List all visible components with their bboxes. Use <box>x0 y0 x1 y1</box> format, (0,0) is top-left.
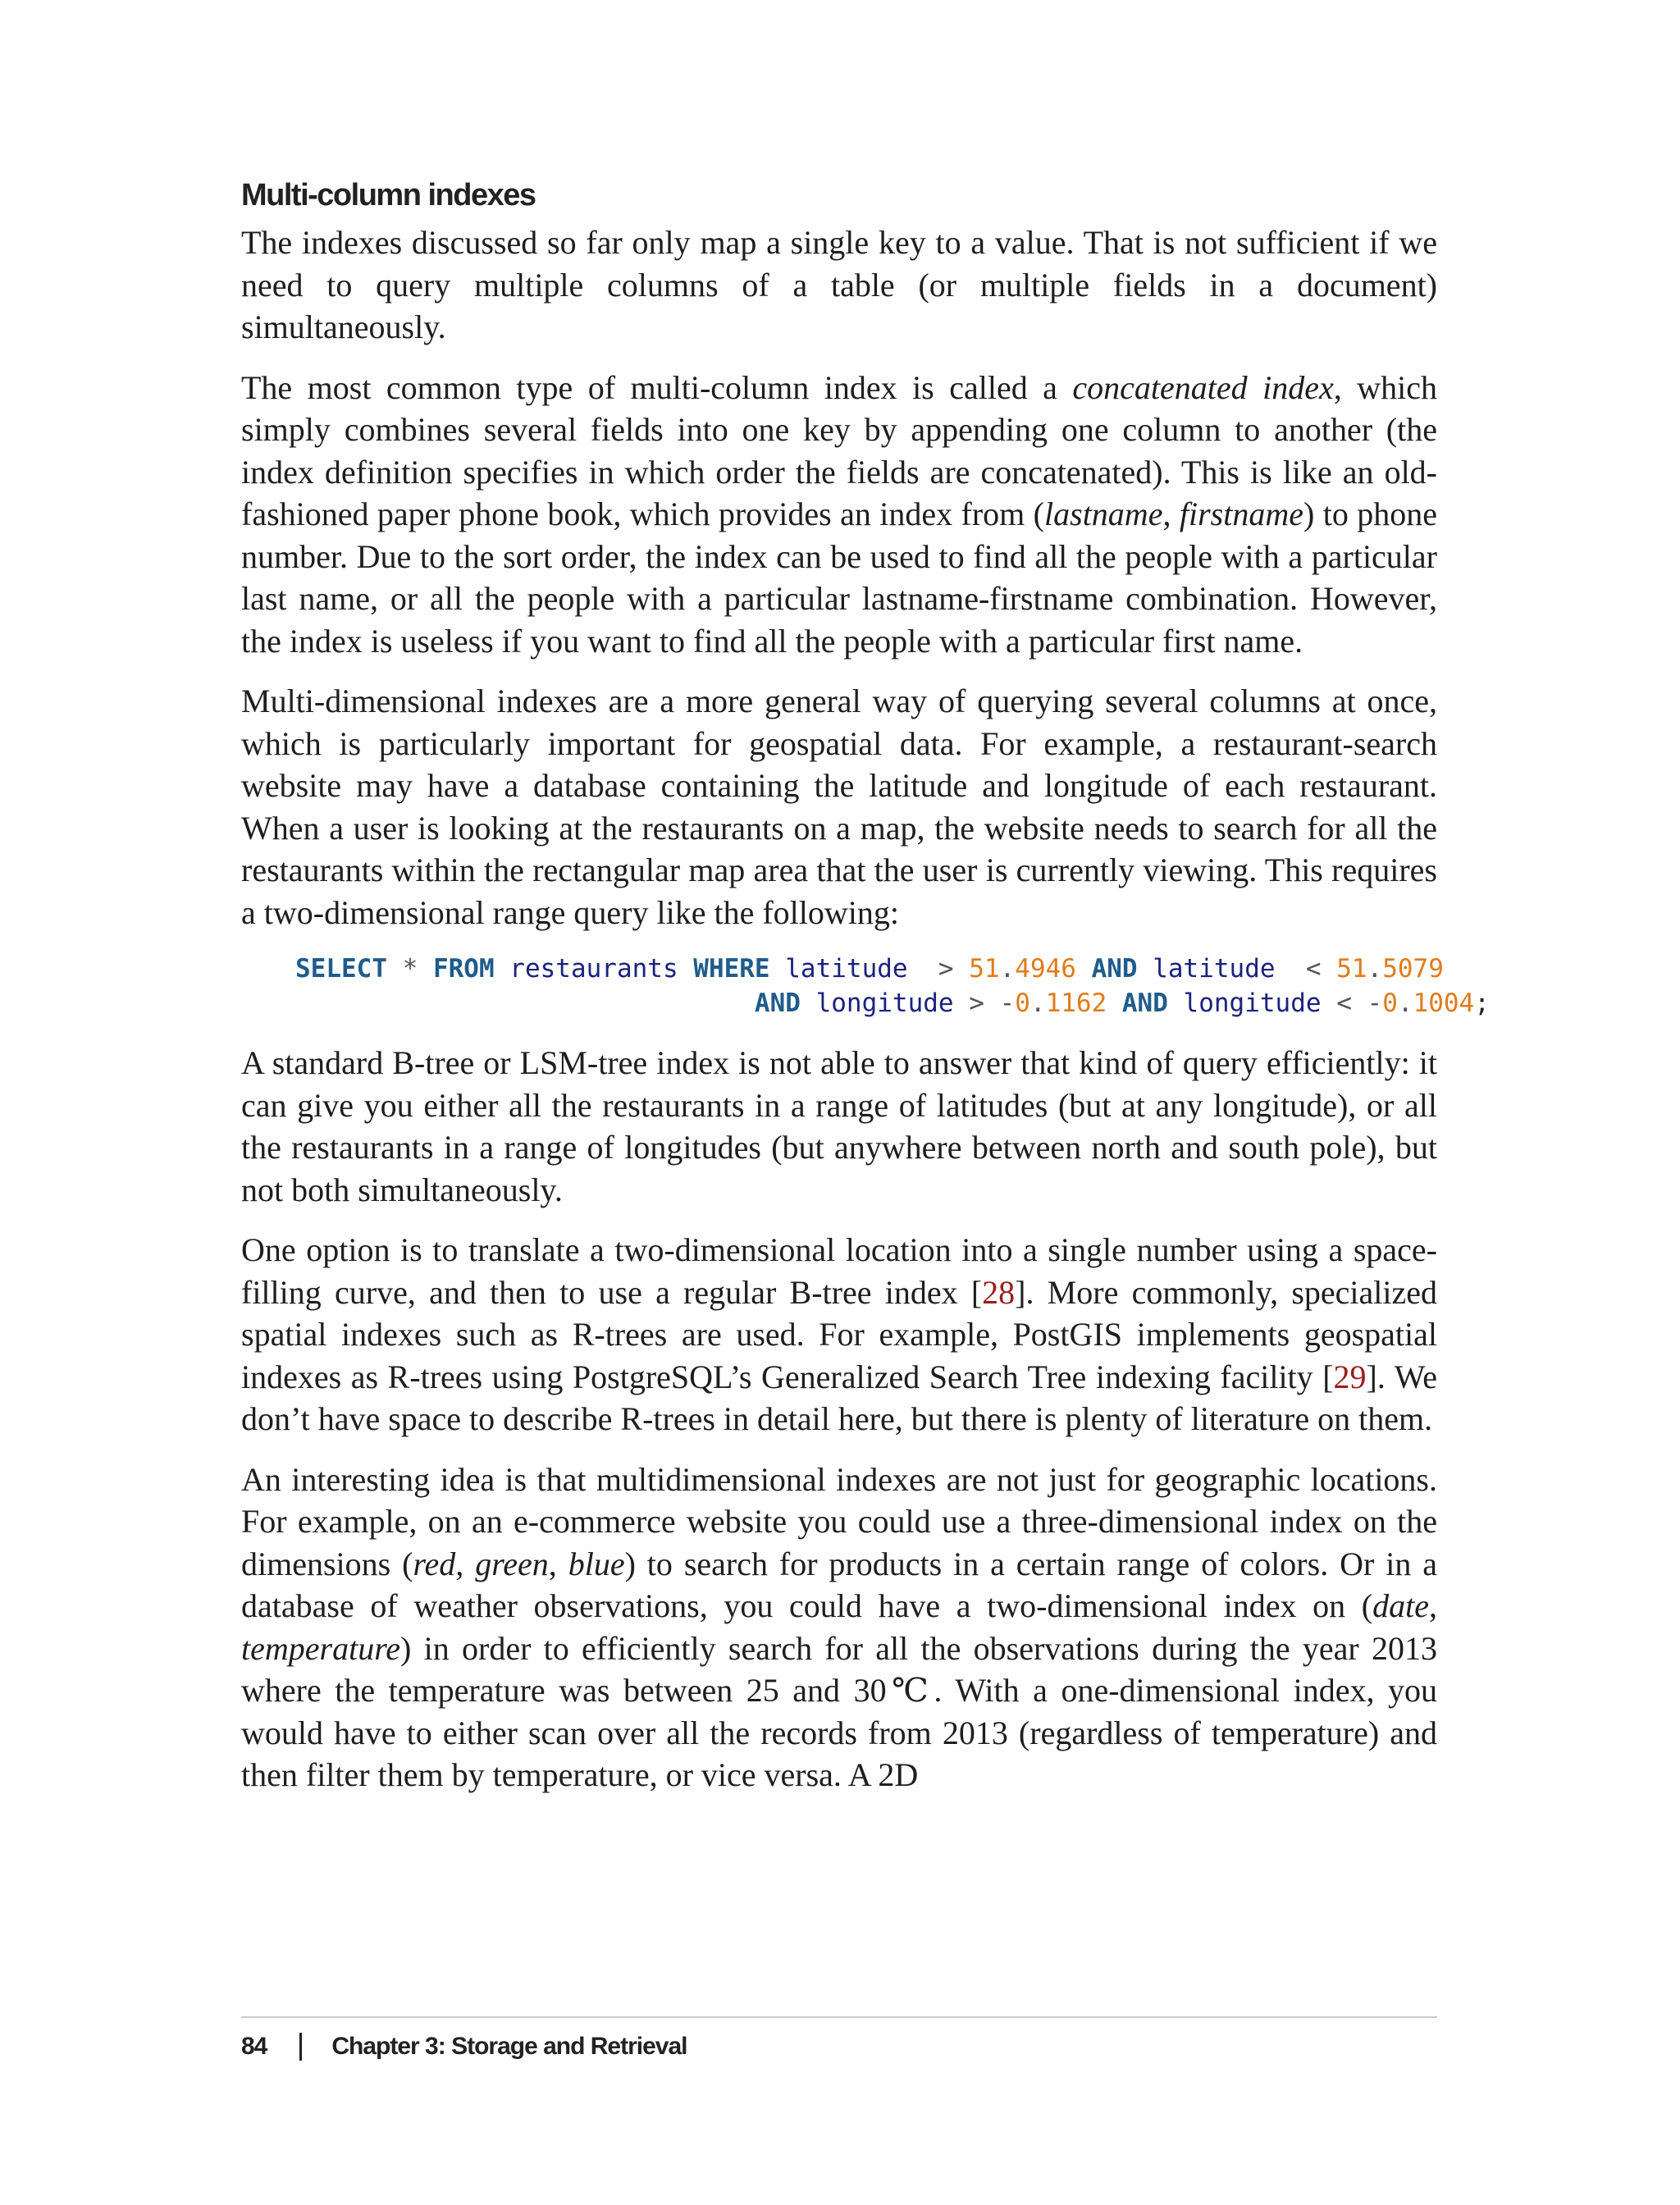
section-heading: Multi-column indexes <box>241 178 536 212</box>
reference-link-28[interactable]: 28 <box>982 1273 1016 1311</box>
paragraph-2: The most common type of multi-column index is called a concatenated index, which simply combines several fields into one key by appending one column to another (the index definition specifies in which order the fields are concatenated). This is like an old-fashioned paper phone book, which provides an index from (lastname, firstname) to phone number. Due to the sort order, the index can be used to find all the people with a particular last name, or all the people with a particular lastname-firstname combination. However, the index is useless if you want to find all the people with a particular first name. <box>241 368 1438 660</box>
code-line-1: SELECT * FROM restaurants WHERE latitude > 51.4946 AND latitude < 51.5079 <box>295 954 1444 984</box>
paragraph-4: A standard B-tree or LSM-tree index is not able to answer that kind of query efficiently: it can give you either all the restaurants in a range of latitudes (but at any longitude), or all the restaurants in a range of longitudes (but anywhere between north and south pole), but not both simultaneously. <box>241 1044 1437 1208</box>
chapter-title: Chapter 3: Storage and Retrieval <box>331 2033 687 2060</box>
code-line-2: AND longitude > -0.1162 AND longitude < -0.1004; <box>754 988 1490 1018</box>
reference-link-29[interactable]: 29 <box>1333 1358 1367 1395</box>
footer-separator <box>299 2033 302 2061</box>
code-block <box>241 952 1490 1020</box>
paragraph-3: Multi-dimensional indexes are a more general way of querying several columns at once, which is particularly important for geospatial data. For example, a restaurant-search website may have a database containing the latitude and longitude of each restaurant. When a user is looking at the restaurants on a map, the website needs to search for all the restaurants within the rectangular map area that the user is currently viewing. This requires a two-dimensional range query like the following: <box>241 682 1437 931</box>
paragraph-6: An interesting idea is that multidimensional indexes are not just for geographic locations. For example, on an e-commerce website you could use a three-dimensional index on the dimensions (red, green, blue) to search for products in a certain range of colors. Or in a database of weather observations, you could have a two-dimensional index on (date, temperature) in order to efficiently search for all the observations during the year 2013 where the temperature was between 25 and 30℃. With a one-dimensional index, you would have to either scan over all the records from 2013 (regardless of temperature) and then filter them by temperature, or vice versa. A 2D <box>241 1460 1437 1793</box>
page-body <box>241 176 1490 1815</box>
paragraph-1: The indexes discussed so far only map a single key to a value. That is not sufficient if we need to query multiple columns of a table (or multiple fields in a document) simultaneously. <box>241 224 1437 345</box>
paragraph-5: One option is to translate a two-dimensional location into a single number using a space-filling curve, and then to use a regular B-tree index [28]. More commonly, specialized spatial indexes such as R-trees are used. For example, PostGIS implements geospatial indexes as R-trees using PostgreSQL’s Generalized Search Tree indexing facility [29]. We don’t have space to describe R-trees in detail here, but there is plenty of literature on them. <box>241 1231 1438 1437</box>
page-footer <box>241 2016 1437 2061</box>
page-number: 84 <box>241 2033 267 2060</box>
